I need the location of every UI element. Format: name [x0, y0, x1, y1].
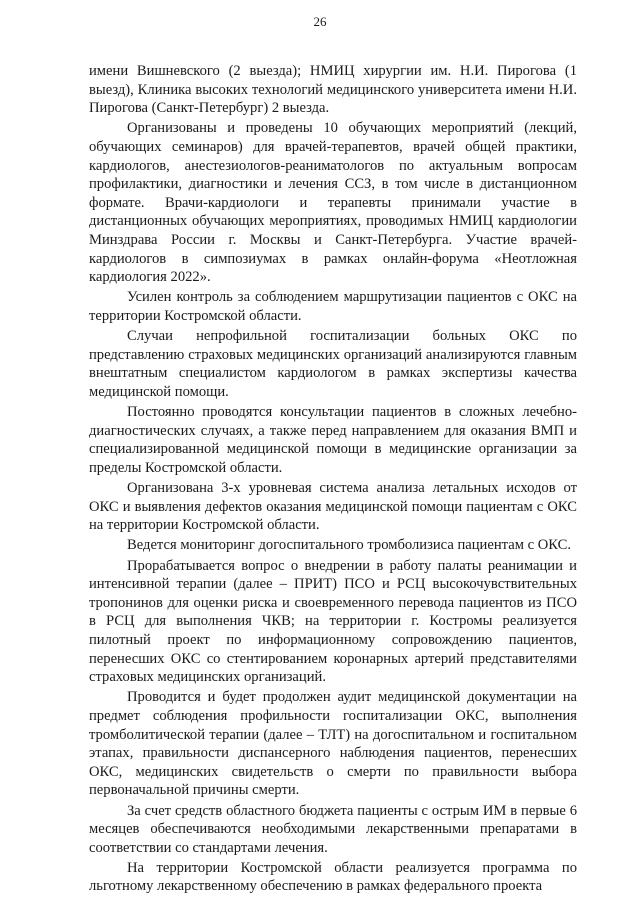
paragraph-icu-troponins: Прорабатывается вопрос о внедрении в работу палаты реанимации и интенсивной терапии (далее – ПРИТ) ПСО и РСЦ высокочувствительных тропонинов для оценки риска и своевременного перевода пациентов из ПСО в РСЦ для выполнения ЧКВ; на территории г. Костромы реализуется пилотный проект по информационному сопровождению пациентов, перенесших ОКС со стентированием коронарных артерий представителями страховых медицинских организаций. — [89, 557, 577, 686]
paragraph-training-events: Организованы и проведены 10 обучающих мероприятий (лекций, обучающих семинаров) для врачей-терапевтов, врачей общей практики, кардиологов, анестезиологов-реаниматологов по актуальным вопросам профилактики, диагностики и лечения ССЗ, в том числе в дистанционном формате. Врачи-кардиологи и терапевты принимали участие в дистанционных обучающих мероприятиях, проводимых НМИЦ кардиологии Минздрава России г. Москвы и Санкт-Петербурга. Участие врачей-кардиологов в симпозиумах в рамках онлайн-форума «Неотложная кардиология 2022». — [89, 120, 577, 286]
document-body — [89, 62, 577, 896]
paragraph-regional-budget: За счет средств областного бюджета пациенты с острым ИМ в первые 6 месяцев обеспечиваются необходимыми лекарственными препаратами в соответствии со стандартами лечения. — [89, 802, 577, 856]
paragraph-thrombolysis-monitoring: Ведется мониторинг догоспитального тромболизиса пациентам с ОКС. — [127, 537, 571, 554]
paragraph-routing-control: Усилен контроль за соблюдением маршрутизации пациентов с ОКС на территории Костромской области. — [89, 289, 577, 324]
paragraph-consultations: Постоянно проводятся консультации пациентов в сложных лечебно-диагностических случаях, а также перед направлением для оказания ВМП и специализированной медицинской помощи в медицинские организации за пределы Костромской области. — [89, 404, 577, 476]
paragraph-preferential-drug-program: На территории Костромской области реализуется программа по льготному лекарственному обеспечению в рамках федерального проекта — [89, 859, 577, 895]
paragraph-lethal-outcomes-analysis: Организована 3-х уровневая система анализа летальных исходов от ОКС и выявления дефектов оказания медицинской помощи пациентам с ОКС на территории Костромской области. — [89, 480, 577, 534]
paragraph-documentation-audit: Проводится и будет продолжен аудит медицинской документации на предмет соблюдения профильности госпитализации ОКС, выполнения тромболитической терапии (далее – ТЛТ) на догоспитальном и госпитальном этапах, правильности диспансерного наблюдения пациентов, перенесших ОКС, медицинских свидетельств о смерти по правильности выбора первоначальной причины смерти. — [89, 689, 577, 799]
paragraph-non-profile-hospitalization: Случаи непрофильной госпитализации больных ОКС по представлению страховых медицинских организаций анализируются главным внештатным специалистом кардиологом в рамках экспертизы качества медицинской помощи. — [89, 328, 577, 400]
paragraph-continued: имени Вишневского (2 выезда); НМИЦ хирургии им. Н.И. Пирогова (1 выезд), Клиника высоких технологий медицинского университета имени Н.И. Пирогова (Санкт-Петербург) 2 выезда. — [89, 63, 577, 117]
page-number: 26 — [313, 14, 327, 29]
